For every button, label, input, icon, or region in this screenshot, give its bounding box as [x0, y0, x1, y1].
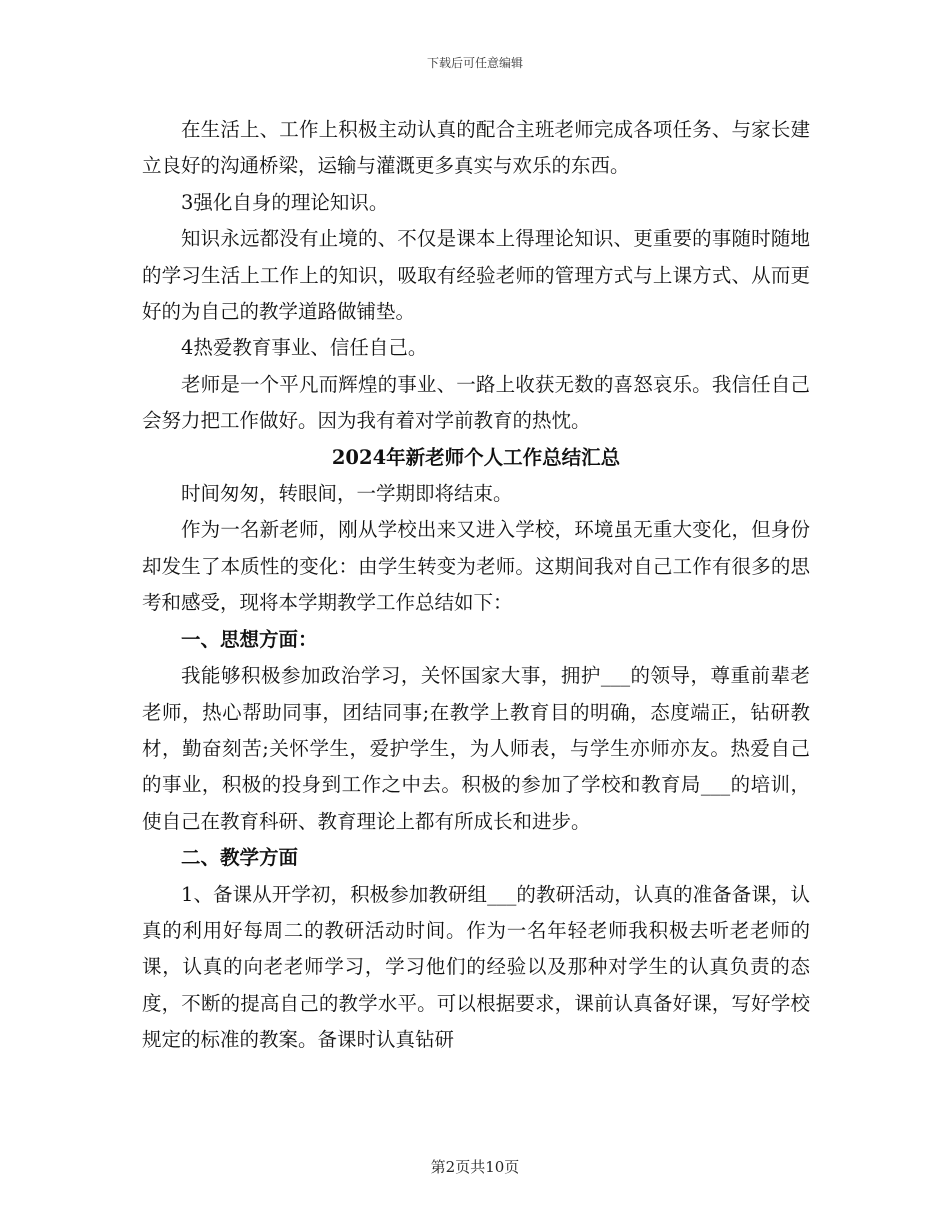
page-header: 下载后可任意编辑 [426, 56, 523, 70]
paragraph: 1、备课从开学初，积极参加教研组___的教研活动，认真的准备备课，认真的利用好每周二的教研活动时间。作为一名年轻老师我积极去听老老师的课，认真的向老老师学习，学习他们的经验以及那种对学生的认真负责的态度，不断的提高自己的教学水平。可以根据要求，课前认真备好课，写好学校规定的标准的教案。备课时认真钻研 [142, 882, 810, 1052]
page-footer: 第2页共10页 [430, 1158, 520, 1176]
paragraph: 3强化自身的理论知识。 [181, 190, 389, 214]
paragraph: 时间匆匆，转眼间，一学期即将结束。 [181, 482, 513, 506]
paragraph: 4热爱教育事业、信任自己。 [181, 336, 428, 360]
paragraph: 作为一名新老师，刚从学校出来又进入学校，环境虽无重大变化，但身份却发生了本质性的变化：由学生转变为老师。这期间我对自己工作有很多的思考和感受，现将本学期教学工作总结如下： [142, 518, 810, 615]
paragraph: 知识永远都没有止境的、不仅是课本上得理论知识、更重要的事随时随地的学习生活上工作上的知识，吸取有经验老师的管理方式与上课方式、从而更好的为自己的教学道路做铺垫。 [142, 227, 810, 324]
section-title: 2024年新老师个人工作总结汇总 [331, 445, 621, 469]
paragraph: 在生活上、工作上积极主动认真的配合主班老师完成各项任务、与家长建立良好的沟通桥梁，运输与灌溉更多真实与欢乐的东西。 [142, 118, 810, 178]
paragraph: 我能够积极参加政治学习，关怀国家大事，拥护___的领导，尊重前辈老老师，热心帮助同事，团结同事;在教学上教育目的明确，态度端正，钻研教材，勤奋刻苦;关怀学生，爱护学生，为人师表，与学生亦师亦友。热爱自己的事业，积极的投身到工作之中去。积极的参加了学校和教育局___的培训，使自己在教育科研、教育理论上都有所成长和进步。 [142, 664, 810, 833]
document-body [142, 112, 810, 1059]
paragraph: 老师是一个平凡而辉煌的事业、一路上收获无数的喜怒哀乐。我信任自己会努力把工作做好。因为我有着对学前教育的热忱。 [142, 372, 810, 433]
section-heading: 一、思想方面： [181, 627, 318, 651]
section-heading: 二、教学方面 [181, 846, 299, 870]
